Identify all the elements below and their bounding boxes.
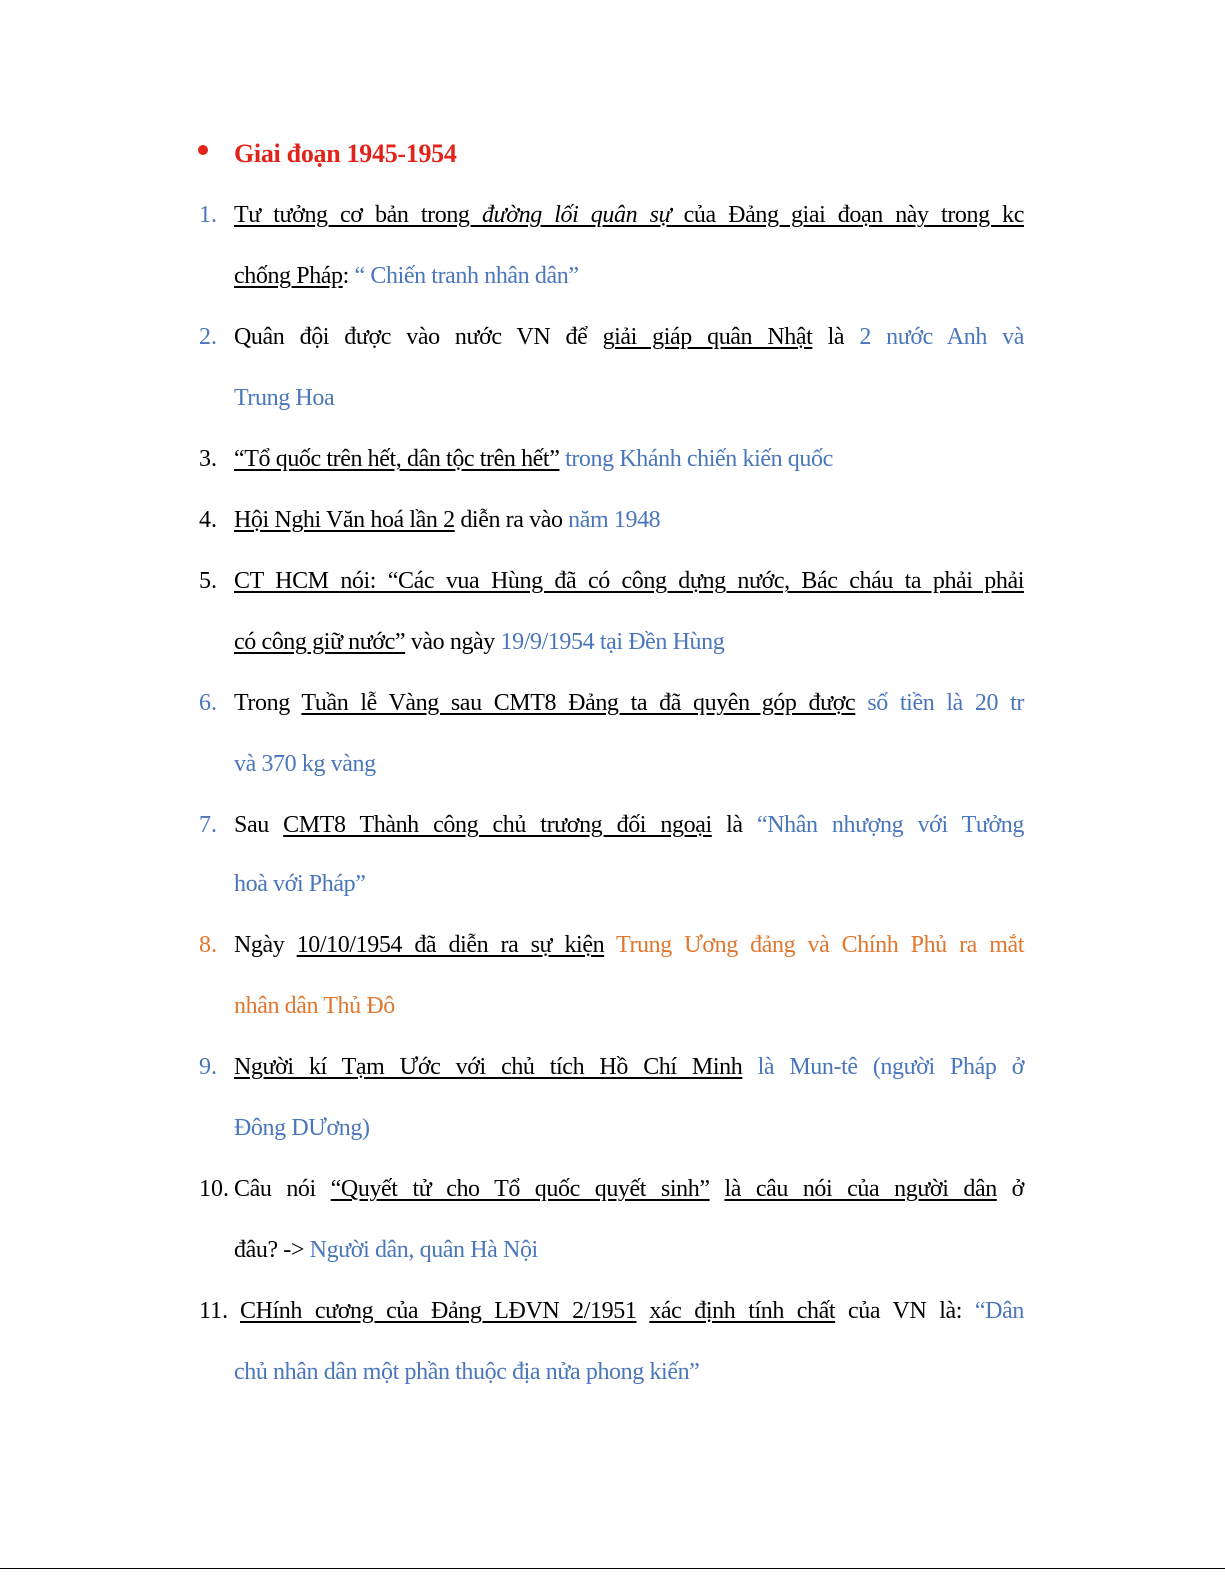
item-number: 9. (199, 1054, 217, 1080)
item-1-line-2 (234, 261, 1024, 291)
item-11-line-1 (240, 1296, 1024, 1326)
underlined-text: CT HCM nói: “Các vua Hùng đã có công dựng nước, Bác cháu ta phải phải (234, 568, 1024, 594)
answer-text: hoà với Pháp” (234, 871, 366, 897)
plain-text: Trong (234, 690, 302, 716)
answer-text: nhân dân Thủ Đô (234, 993, 395, 1019)
item-5-line-2 (234, 627, 1024, 657)
answer-text: năm 1948 (568, 507, 661, 533)
underlined-text: có công giữ nước” (234, 629, 406, 655)
answer-text: “Nhân nhượng với Tưởng (756, 812, 1024, 838)
answer-text: 19/9/1954 tại Đền Hùng (500, 629, 725, 655)
item-6-line-2 (234, 749, 1024, 779)
plain-text: Câu nói (234, 1176, 331, 1202)
item-7-line-2 (234, 869, 1024, 899)
item-number: 4. (199, 507, 217, 533)
answer-text: “ Chiến tranh nhân dân” (354, 263, 579, 289)
item-number: 7. (199, 812, 217, 838)
bullet-icon (198, 145, 208, 155)
plain-text: đâu? -> (234, 1237, 310, 1263)
plain-text: diễn ra vào (454, 507, 569, 533)
plain-text: ở (996, 1176, 1024, 1202)
plain-text: của VN là: (835, 1298, 975, 1324)
plain-text: : (342, 263, 355, 289)
answer-text: Đông DƯơng) (234, 1115, 370, 1141)
plain-text: Quân đội được vào nước VN để (234, 324, 603, 350)
answer-text: trong Khánh chiến kiến quốc (559, 446, 833, 472)
item-8-line-2 (234, 991, 1024, 1021)
item-2-line-2 (234, 383, 1024, 413)
item-4-line-1 (234, 505, 1024, 535)
item-11-line-2 (234, 1357, 1024, 1387)
underlined-text: CMT8 Thành công chủ trương đối ngoại (283, 812, 712, 838)
underlined-text: “Quyết tử cho Tổ quốc quyết sinh” (330, 1176, 710, 1202)
item-number: 1. (199, 202, 217, 228)
plain-text (636, 1298, 649, 1324)
item-1-line-1 (234, 200, 1024, 230)
answer-text: Người dân, quân Hà Nội (309, 1237, 538, 1263)
item-8-line-1 (234, 930, 1024, 960)
item-number: 8. (199, 932, 217, 958)
answer-text: chủ nhân dân một phần thuộc địa nửa phong kiến” (234, 1359, 700, 1385)
item-10-line-2 (234, 1235, 1024, 1265)
section-heading: Giai đoạn 1945-1954 (234, 139, 457, 168)
answer-text: số tiền là 20 tr (855, 690, 1024, 716)
underlined-text: 10/10/1954 đã diễn ra sự kiện (296, 932, 605, 958)
item-number: 3. (199, 446, 217, 472)
item-5-line-1 (234, 566, 1024, 596)
answer-text: Trung Ương đảng và Chính Phủ ra mắt (604, 932, 1024, 958)
item-9-line-2 (234, 1113, 1024, 1143)
answer-text: và 370 kg vàng (234, 751, 376, 777)
item-number: 5. (199, 568, 217, 594)
plain-text: là (812, 324, 860, 350)
underlined-text: Hội Nghi Văn hoá lần 2 (234, 507, 455, 533)
plain-text: Ngày (234, 932, 297, 958)
page-bottom-rule (0, 1568, 1225, 1569)
answer-text: “Dân (974, 1298, 1024, 1324)
plain-text: là (711, 812, 757, 838)
plain-text (710, 1176, 725, 1202)
underlined-text: chống Pháp (234, 263, 343, 289)
item-number: 11. (199, 1298, 229, 1324)
underlined-text: CHính cương của Đảng LĐVN 2/1951 (240, 1298, 637, 1324)
underlined-text: “Tổ quốc trên hết, dân tộc trên hết” (234, 446, 560, 472)
item-10-line-1 (234, 1174, 1024, 1204)
underlined-text: là câu nói của người dân (724, 1176, 997, 1202)
underlined-text: Tư tưởng cơ bản trong (234, 202, 482, 228)
answer-text: Trung Hoa (234, 385, 335, 411)
underlined-text: Tuần lễ Vàng sau CMT8 Đảng ta đã quyên góp được (301, 690, 856, 716)
underlined-text: giải giáp quân Nhật (602, 324, 813, 350)
plain-text: vào ngày (405, 629, 501, 655)
plain-text: Sau (234, 812, 284, 838)
item-3-line-1 (234, 444, 1024, 474)
underlined-text: xác định tính chất (649, 1298, 836, 1324)
underlined-text: của Đảng giai đoạn này trong kc (671, 202, 1024, 228)
item-6-line-1 (234, 688, 1024, 718)
item-7-line-1 (234, 810, 1024, 840)
item-number: 6. (199, 690, 217, 716)
italic-underlined-text: đường lối quân sự (481, 202, 672, 228)
item-9-line-1 (234, 1052, 1024, 1082)
underlined-text: Người kí Tạm Ước với chủ tích Hồ Chí Minh (234, 1054, 743, 1080)
answer-text: là Mun-tê (người Pháp ở (742, 1054, 1024, 1080)
answer-text: 2 nước Anh và (859, 324, 1024, 350)
item-2-line-1 (234, 322, 1024, 352)
item-number: 2. (199, 324, 217, 350)
item-number: 10. (199, 1176, 229, 1202)
